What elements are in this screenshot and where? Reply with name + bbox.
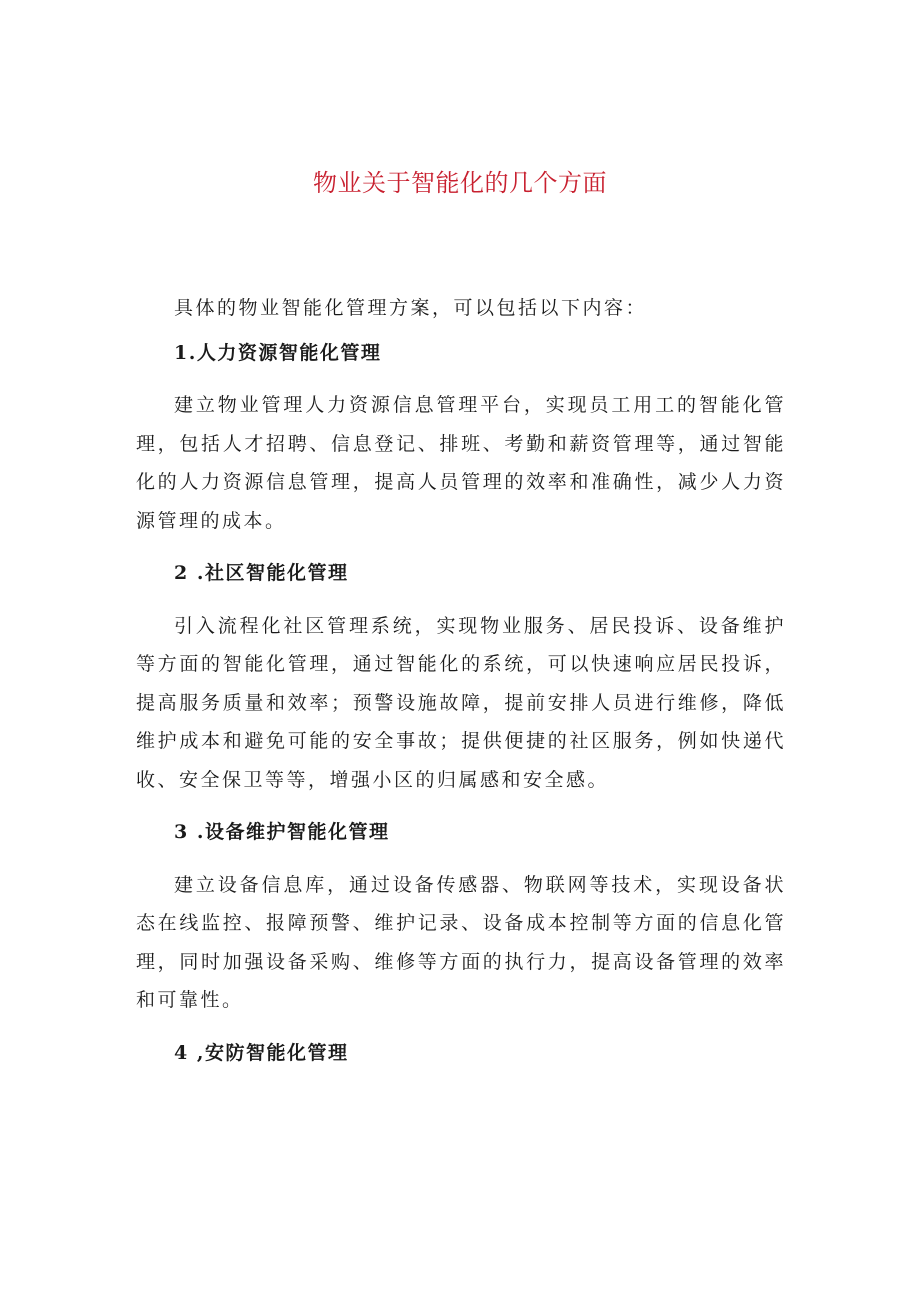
- intro-paragraph: 具体的物业智能化管理方案，可以包括以下内容：: [174, 297, 648, 319]
- page-title: 物业关于智能化的几个方面: [313, 169, 607, 197]
- document-body: [136, 289, 786, 1072]
- section-body-equipment: 建立设备信息库，通过设备传感器、物联网等技术，实现设备状态在线监控、报障预警、维护记录、设备成本控制等方面的信息化管理，同时加强设备采购、维修等方面的执行力，提高设备管理的效率和可靠性。: [136, 873, 786, 1011]
- section-heading-security: 4 ,安防智能化管理: [174, 1041, 349, 1064]
- section-body-community: 引入流程化社区管理系统，实现物业服务、居民投诉、设备维护等方面的智能化管理，通过智能化的系统，可以快速响应居民投诉，提高服务质量和效率；预警设施故障，提前安排人员进行维修，降低维护成本和避免可能的安全事故；提供便捷的社区服务，例如快递代收、安全保卫等等，增强小区的归属感和安全感。: [136, 614, 786, 791]
- section-heading-hr: 1.人力资源智能化管理: [174, 341, 382, 364]
- section-heading-community: 2 .社区智能化管理: [174, 562, 349, 584]
- section-heading-equipment: 3 .设备维护智能化管理: [174, 821, 390, 843]
- section-body-hr: 建立物业管理人力资源信息管理平台，实现员工用工的智能化管理，包括人才招聘、信息登记、排班、考勤和薪资管理等，通过智能化的人力资源信息管理，提高人员管理的效率和准确性，减少人力资源管理的成本。: [136, 394, 786, 532]
